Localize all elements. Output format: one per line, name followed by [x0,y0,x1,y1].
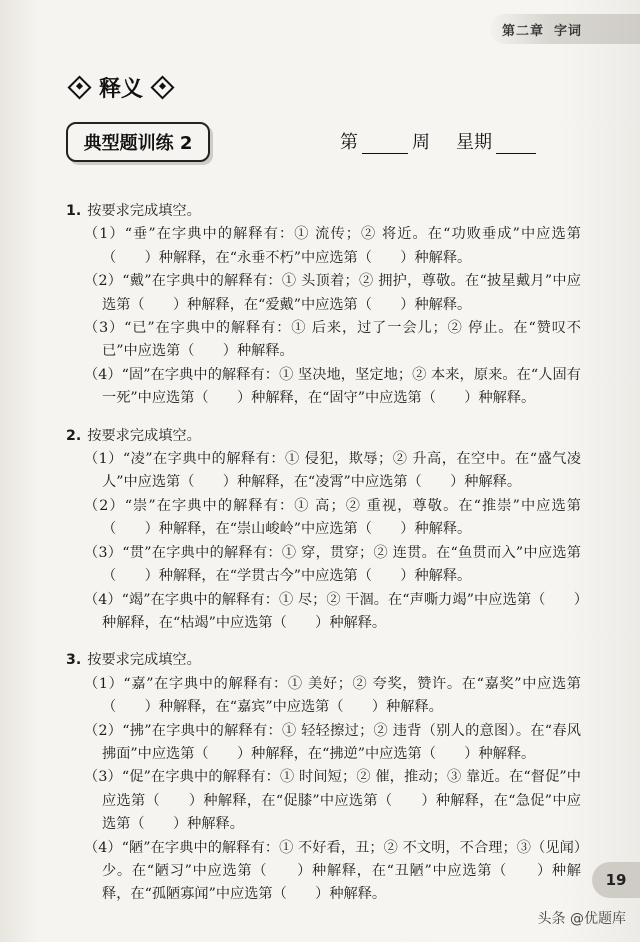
question-list [66,200,581,921]
week-zhou: 周 [412,132,430,153]
page-number: 19 [592,862,640,898]
week-day-line [340,128,536,154]
practice-label: 典型题训练 2 [83,133,193,154]
diamond-icon [67,75,91,99]
week-di: 第 [340,132,358,153]
question-item: （3）“贯”在字典中的解释有：① 穿，贯穿；② 连贯。在“鱼贯而入”中应选第（ ）种解释，在“学贯古今”中应选第（ ）种解释。 [84,544,581,585]
running-header [502,20,582,39]
chapter-label: 第二章 [501,24,544,39]
question-2 [66,425,581,636]
week-blank[interactable] [362,133,408,154]
question-item: （2）“拂”在字典中的解释有：① 轻轻擦过；② 违背（别人的意图）。在“春风拂面”中应选第（ ）种解释，在“拂逆”中应选第（ ）种解释。 [84,722,581,762]
question-item: （3）“已”在字典中的解释有：① 后来，过了一会儿；② 停止。在“赞叹不已”中应选第（ ）种解释。 [84,320,581,360]
question-title: 1. 按要求完成填空。 [66,203,201,219]
question-item: （1）“嘉”在字典中的解释有：① 美好；② 夸奖，赞许。在“嘉奖”中应选第（ ）种解释，在“嘉宾”中应选第（ ）种解释。 [84,675,581,716]
question-title: 2. 按要求完成填空。 [66,427,201,444]
weekday-blank[interactable] [496,133,536,154]
question-item: （3）“促”在字典中的解释有：① 时间短；② 催，推动；③ 靠近。在“督促”中应选第（ ）种解释，在“促膝”中应选第（ ）种解释，在“急促”中应选第（ ）种解释。 [84,769,581,833]
question-title: 3. 按要求完成填空。 [66,652,201,669]
question-item: （2）“崇”在字典中的解释有：① 高；② 重视，尊敬。在“推崇”中应选第（ ）种解释，在“崇山峻岭”中应选第（ ）种解释。 [84,497,581,538]
question-item: （4）“竭”在字典中的解释有：① 尽；② 干涸。在“声嘶力竭”中应选第（ ）种解释，在“枯竭”中应选第（ ）种解释。 [84,591,581,631]
question-3 [66,649,581,906]
section-label: 字词 [553,24,582,39]
question-item: （4）“陋”在字典中的解释有：① 不好看，丑；② 不文明，不合理；③（见闻）少。在“陋习”中应选第（ ）种解释，在“丑陋”中应选第（ ）种解释，在“孤陋寡闻”中应选第（ ）种解释。 [84,839,581,903]
practice-label-box [66,122,210,162]
week-xingqi: 星期 [456,132,492,153]
question-item: （1）“凌”在字典中的解释有：① 侵犯，欺辱；② 升高，在空中。在“盛气凌人”中应选第（ ）种解释，在“凌霄”中应选第（ ）种解释。 [84,451,581,491]
section-title-text: 释义 [99,77,144,102]
question-item: （2）“戴”在字典中的解释有：① 头顶着；② 拥护，尊敬。在“披星戴月”中应选第（ ）种解释，在“爱戴”中应选第（ ）种解释。 [84,273,581,313]
question-item: （1）“垂”在字典中的解释有：① 流传；② 将近。在“功败垂成”中应选第（ ）种解释，在“永垂不朽”中应选第（ ）种解释。 [84,226,581,266]
diamond-icon [150,75,174,99]
section-title [66,72,176,103]
question-1 [66,200,581,411]
watermark: 头条 @优题库 [537,911,626,927]
question-item: （4）“固”在字典中的解释有：① 坚决地，坚定地；② 本来，原来。在“人固有一死”中应选第（ ）种解释，在“固守”中应选第（ ）种解释。 [84,366,581,407]
